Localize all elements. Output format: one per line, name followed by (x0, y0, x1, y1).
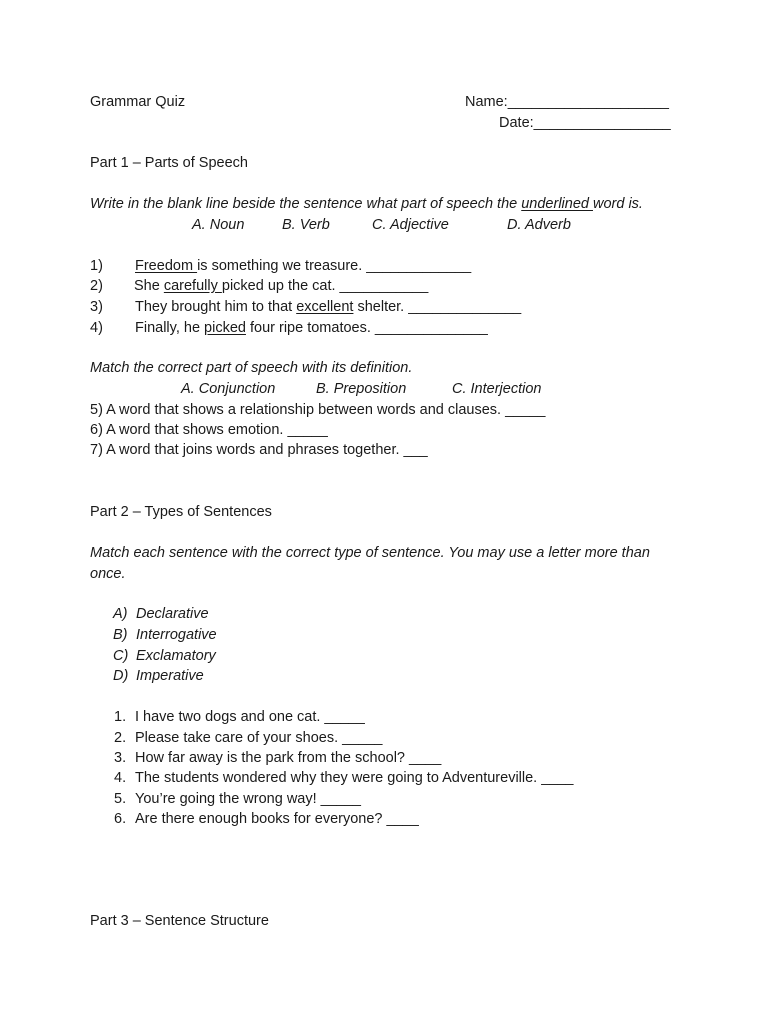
type-a-letter: A) (113, 606, 128, 622)
option-interjection: C. Interjection (452, 381, 542, 397)
p2-q6-text: Are there enough books for everyone? ____ (135, 811, 419, 827)
type-c-letter: C) (113, 648, 129, 664)
type-d-label: Imperative (136, 668, 204, 684)
option-adverb: D. Adverb (507, 217, 571, 233)
q2-text (134, 277, 428, 295)
option-conjunction: A. Conjunction (181, 381, 276, 397)
q4-text (135, 319, 488, 337)
option-noun: A. Noun (192, 217, 245, 233)
quiz-title: Grammar Quiz (90, 94, 186, 110)
p2-q2-text: Please take care of your shoes. _____ (135, 730, 383, 746)
q1-number: 1) (90, 258, 103, 274)
q4-after: four ripe tomatoes. ______________ (245, 320, 488, 336)
instructions-text: Write in the blank line beside the sentence what part of speech the (90, 196, 522, 212)
type-d-letter: D) (113, 668, 129, 684)
p2-q3-number: 3. (114, 750, 127, 766)
instructions-underlined: underlined (521, 196, 593, 212)
option-preposition: B. Preposition (316, 381, 407, 397)
part3-heading: Part 3 – Sentence Structure (90, 913, 269, 929)
q4-before: Finally, he (135, 320, 205, 336)
type-a-label: Declarative (136, 606, 209, 622)
part1-instructions (90, 195, 643, 213)
q4-number: 4) (90, 320, 103, 336)
q2-underlined-word: carefully (163, 278, 222, 294)
q7-text: 7) A word that joins words and phrases together. ___ (90, 442, 428, 458)
q1-text (135, 257, 471, 275)
type-c-label: Exclamatory (136, 648, 216, 664)
p2-q4-text: The students wondered why they were going to Adventureville. ____ (135, 770, 574, 786)
p2-q2-number: 2. (114, 730, 127, 746)
q3-underlined-word: excellent (296, 299, 354, 315)
p2-q6-number: 6. (114, 811, 127, 827)
type-b-label: Interrogative (136, 627, 217, 643)
q2-number: 2) (90, 278, 103, 294)
q2-before: She (134, 278, 164, 294)
p2-q4-number: 4. (114, 770, 127, 786)
q5-text: 5) A word that shows a relationship between words and clauses. _____ (90, 402, 546, 418)
q1-underlined-word: Freedom (135, 258, 198, 274)
q2-after: picked up the cat. ___________ (221, 278, 429, 294)
option-verb: B. Verb (282, 217, 330, 233)
p2-q3-text: How far away is the park from the school? ____ (135, 750, 442, 766)
p2-q1-text: I have two dogs and one cat. _____ (135, 709, 365, 725)
q1-after: is something we treasure. _____________ (197, 258, 472, 274)
part2-instructions-line2: once. (90, 566, 126, 582)
part2-heading: Part 2 – Types of Sentences (90, 504, 272, 520)
date-field[interactable]: Date:_________________ (499, 115, 671, 131)
part1-heading: Part 1 – Parts of Speech (90, 155, 248, 171)
option-adjective: C. Adjective (372, 217, 449, 233)
part2-instructions-line1: Match each sentence with the correct type of sentence. You may use a letter more than (90, 545, 650, 561)
p2-q5-text: You’re going the wrong way! _____ (135, 791, 361, 807)
name-field[interactable]: Name:____________________ (465, 94, 669, 110)
q4-underlined-word: picked (204, 320, 246, 336)
q6-text: 6) A word that shows emotion. _____ (90, 422, 328, 438)
p2-q1-number: 1. (114, 709, 127, 725)
q3-number: 3) (90, 299, 103, 315)
q3-after: shelter. ______________ (353, 299, 522, 315)
instructions-text-end: word is. (592, 196, 643, 212)
q3-text (135, 298, 521, 316)
type-b-letter: B) (113, 627, 128, 643)
q3-before: They brought him to that (135, 299, 297, 315)
match-instructions: Match the correct part of speech with its definition. (90, 360, 413, 376)
p2-q5-number: 5. (114, 791, 127, 807)
